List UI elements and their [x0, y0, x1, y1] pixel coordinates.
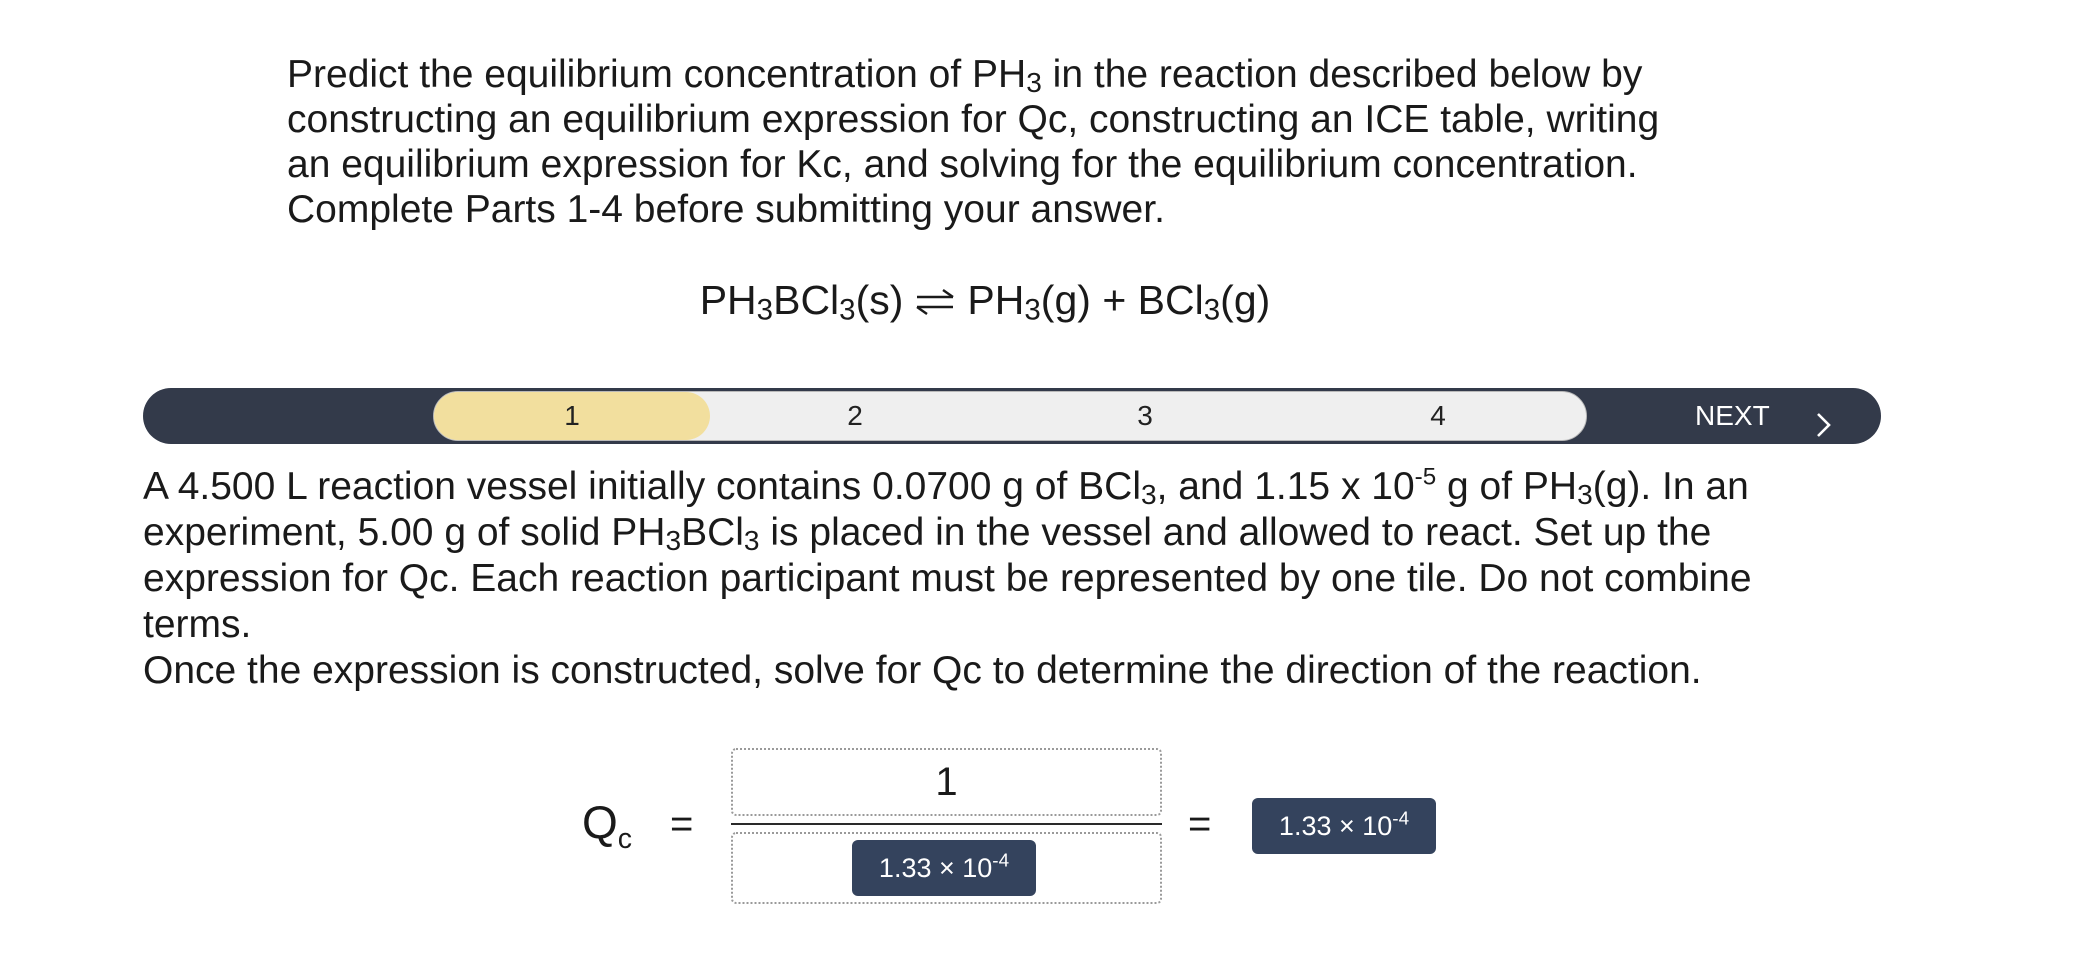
problem-line-5: Once the expression is constructed, solve for Qc to determine the direction of the reaction. [143, 649, 1702, 692]
qc-result-tile[interactable]: $1.33 \times 10^{-4}$ [1252, 798, 1436, 854]
problem-text [143, 464, 1903, 694]
qc-label: $Q_c$ [582, 796, 633, 855]
step-3-tab[interactable]: 3 [1137, 400, 1153, 431]
intro-line-4: Complete Parts 1-4 before submitting your answer. [287, 188, 1165, 231]
step-2-tab[interactable]: 2 [847, 400, 863, 431]
denominator-tile[interactable]: $1.33 \times 10^{-4}$ [852, 840, 1036, 896]
intro-line-3: an equilibrium expression for Kc, and solving for the equilibrium concentration. [287, 143, 1638, 186]
product-2: BCl$_3$(g) [1137, 277, 1271, 327]
step-navigation-bar [143, 388, 1881, 444]
problem-line-1: A 4.500 L reaction vessel initially contains 0.0700 g of BCl$_3$, and 1.15 x $10^{-5}$ g of $PH_3(g)$. In an [143, 463, 1749, 511]
plus-sign: + [1102, 277, 1127, 323]
step-4-tab[interactable]: 4 [1430, 400, 1446, 431]
intro-line-2: constructing an equilibrium expression for Qc, constructing an ICE table, writing [287, 98, 1660, 141]
next-button[interactable] [1603, 388, 1881, 444]
step-1-tab[interactable]: 1 [434, 392, 710, 440]
denominator-drop-zone[interactable] [731, 832, 1162, 904]
problem-line-3: expression for Qc. Each reaction participant must be represented by one tile. Do not combine [143, 557, 1752, 600]
equilibrium-arrow-icon [913, 275, 957, 331]
reactant: $PH_3BCl_3(s)$ [699, 277, 904, 327]
fraction-bar [731, 823, 1162, 825]
problem-line-2: experiment, 5.00 g of solid $PH_3BCl_3$ is placed in the vessel and allowed to react. Set up the [143, 511, 1712, 557]
product-1: $PH_3(g)$ [967, 277, 1091, 327]
intro-line-1: Predict the equilibrium concentration of $PH_3$ in the reaction described below by [287, 53, 1643, 99]
intro-text [287, 52, 1727, 232]
equals-sign-right: = [1188, 802, 1212, 846]
reaction-equation [0, 272, 2090, 331]
numerator-drop-zone[interactable] [731, 748, 1162, 816]
equals-sign-left: = [670, 802, 694, 846]
problem-line-4: terms. [143, 603, 252, 646]
next-button-label: NEXT [1695, 400, 1770, 431]
chevron-right-icon [1813, 402, 1833, 430]
step-track [433, 391, 1587, 441]
numerator-value: 1 [935, 760, 958, 804]
